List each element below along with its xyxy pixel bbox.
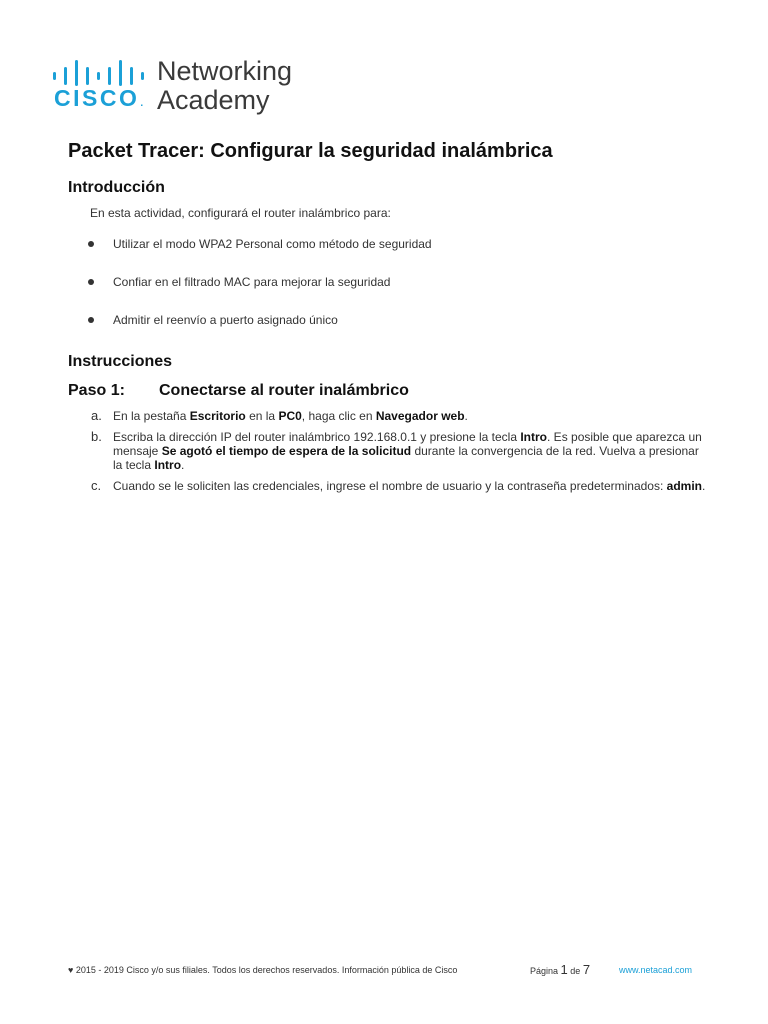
page-indicator: Página 1 de 7 bbox=[530, 962, 591, 977]
cisco-bars-icon bbox=[52, 60, 148, 86]
intro-text: En esta actividad, configurará el router inalámbrico para: bbox=[90, 206, 391, 220]
list-item bbox=[68, 313, 708, 328]
page-footer bbox=[68, 962, 708, 980]
page-total: 7 bbox=[582, 962, 591, 977]
product-name-line1: Networking bbox=[157, 56, 293, 86]
step-1-number: Paso 1: bbox=[68, 382, 125, 399]
bullet-icon bbox=[88, 317, 94, 323]
document-title: Packet Tracer: Configurar la seguridad inalámbrica bbox=[68, 140, 553, 162]
step-1-heading bbox=[68, 381, 708, 401]
cisco-networking-academy-logo bbox=[52, 58, 312, 118]
item-letter: c. bbox=[91, 478, 102, 493]
document-body bbox=[68, 138, 708, 500]
list-item: a. En la pestaña Escritorio en la PC0, haga clic en Navegador web. bbox=[91, 408, 468, 423]
objectives-list bbox=[68, 237, 708, 328]
list-item-text: Admitir el reenvío a puerto asignado único bbox=[113, 313, 338, 327]
bullet-icon bbox=[88, 241, 94, 247]
product-name-line2: Academy bbox=[157, 85, 270, 115]
item-letter: a. bbox=[91, 408, 102, 423]
list-item-text: Utilizar el modo WPA2 Personal como método de seguridad bbox=[113, 237, 432, 251]
list-item-text: Confiar en el filtrado MAC para mejorar la seguridad bbox=[113, 275, 391, 289]
page-current: 1 bbox=[560, 962, 568, 977]
step-1-title: Conectarse al router inalámbrico bbox=[159, 382, 409, 399]
list-item: b. Escriba la dirección IP del router inalámbrico 192.168.0.1 y presione la tecla Intro. Es posible que aparezca un mensaje Se agotó el tiempo de espera de la solicitud durante la convergencia de la red. Vuelva a presionar la tecla Intro. bbox=[91, 429, 702, 472]
step-1-list bbox=[68, 409, 708, 493]
bullet-icon bbox=[88, 279, 94, 285]
cisco-wordmark: CISCO. bbox=[54, 85, 144, 111]
instructions-heading: Instrucciones bbox=[68, 353, 173, 370]
list-item bbox=[68, 275, 708, 290]
list-item: c. Cuando se le soliciten las credenciales, ingrese el nombre de usuario y la contraseña predeterminados: admin. bbox=[91, 478, 706, 493]
list-item bbox=[68, 237, 708, 252]
item-letter: b. bbox=[91, 429, 102, 444]
product-name bbox=[157, 57, 292, 115]
netacad-link[interactable]: www.netacad.com bbox=[619, 965, 693, 975]
copyright-text: ♥ 2015 - 2019 Cisco y/o sus filiales. Todos los derechos reservados. Información pública de Cisco bbox=[68, 965, 458, 975]
intro-heading: Introducción bbox=[68, 179, 165, 196]
